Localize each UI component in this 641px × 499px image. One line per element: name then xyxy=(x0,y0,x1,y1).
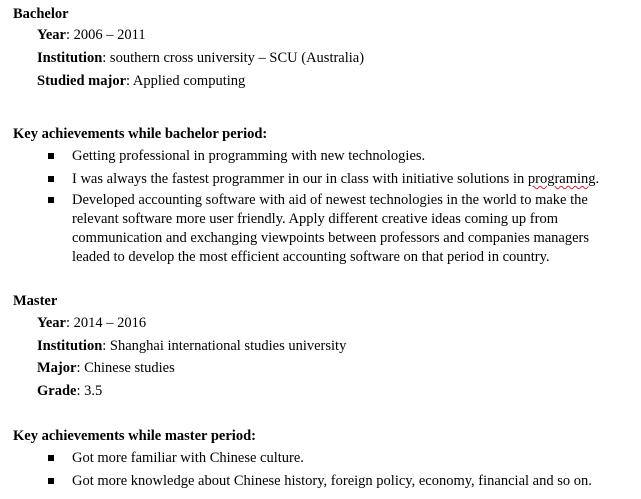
master-grade-value: : 3.5 xyxy=(76,383,103,399)
master-grade xyxy=(37,382,102,401)
bullet-square-icon xyxy=(48,455,54,461)
bachelor-major-value: : Applied computing xyxy=(126,73,246,89)
bachelor-institution xyxy=(37,49,364,68)
master-year-value: : 2014 – 2016 xyxy=(66,315,147,331)
master-achievements-heading: Key achievements while master period: xyxy=(13,428,256,444)
master-heading: Master xyxy=(13,293,58,309)
bachelor-achievement-3-line-1: Developed accounting software with aid of newest technologies in the world to make the xyxy=(72,192,588,208)
master-year-label: Year xyxy=(37,315,66,331)
master-institution xyxy=(37,337,346,356)
master-grade-label: Grade xyxy=(37,383,77,399)
bachelor-achievements-heading: Key achievements while bachelor period: xyxy=(13,126,268,142)
bullet-square-icon xyxy=(48,153,54,159)
bachelor-institution-label: Institution xyxy=(37,50,103,66)
bachelor-achievement-3-line-2: relevant software more user friendly. Apply different creative ideas coming up from xyxy=(72,211,558,227)
bachelor-institution-value: : southern cross university – SCU (Australia) xyxy=(102,50,365,66)
bullet-square-icon xyxy=(48,176,54,182)
master-major-label: Major xyxy=(37,360,77,376)
bachelor-achievement-3-line-4: leaded to develop the most efficient accounting software on that period in country. xyxy=(72,249,550,265)
master-achievement-2: Got more knowledge about Chinese history, foreign policy, economy, financial and so on. xyxy=(72,473,592,489)
bachelor-achievement-1: Getting professional in programming with new technologies. xyxy=(72,148,426,164)
bachelor-major xyxy=(37,72,245,91)
master-major-value: : Chinese studies xyxy=(76,360,175,376)
bullet-square-icon xyxy=(48,478,54,484)
bachelor-achievement-2 xyxy=(72,170,599,189)
spellcheck-flagged-word: programing xyxy=(527,171,596,187)
bachelor-heading: Bachelor xyxy=(13,6,69,22)
bachelor-year-label: Year xyxy=(37,27,66,43)
bachelor-year xyxy=(37,26,146,45)
master-institution-label: Institution xyxy=(37,338,103,354)
bullet-square-icon xyxy=(48,197,54,203)
master-major xyxy=(37,359,175,378)
bachelor-achievement-3-line-3: communication and exchanging viewpoints between professors and companies managers xyxy=(72,230,590,246)
bachelor-major-label: Studied major xyxy=(37,73,127,89)
bachelor-achievement-2-text: I was always the fastest programmer in our in class with initiative solutions in xyxy=(72,171,528,187)
master-institution-value: : Shanghai international studies university xyxy=(102,338,347,354)
bachelor-year-value: : 2006 – 2011 xyxy=(66,27,146,43)
bachelor-achievement-2-end: . xyxy=(595,171,600,187)
master-year xyxy=(37,314,146,333)
master-achievement-1: Got more familiar with Chinese culture. xyxy=(72,450,304,466)
